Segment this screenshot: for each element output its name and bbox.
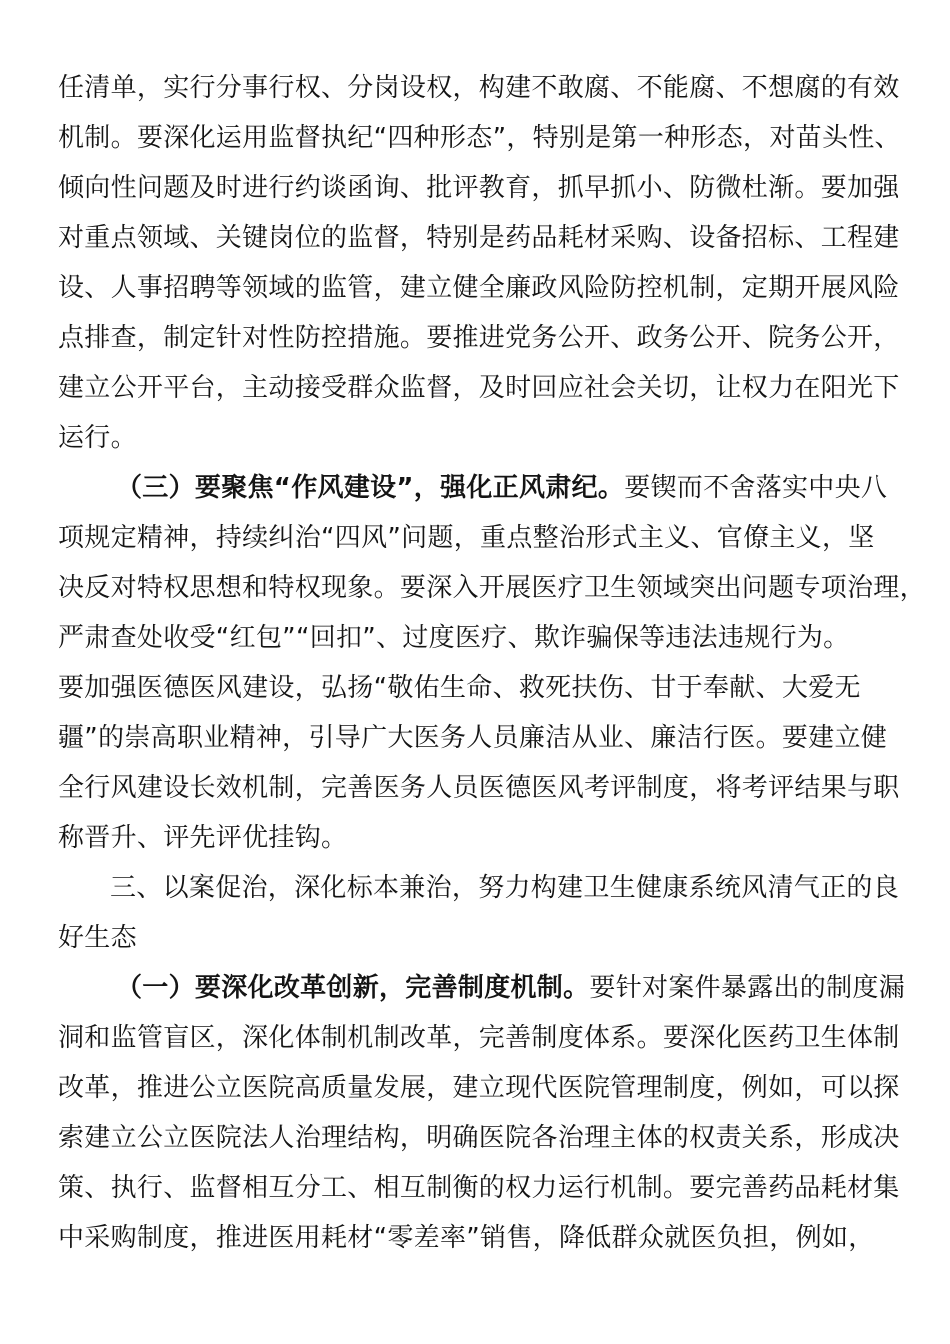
paragraph-heading: （三）要聚焦“作风建设”，强化正风肃纪。	[116, 473, 625, 503]
text-line: 策、执行、监督相互分工、相互制衡的权力运行机制。要完善药品耗材集	[58, 1173, 900, 1203]
text-line: 要加强医德医风建设，弘扬“敬佑生命、救死扶伤、甘于奉献、大爱无	[58, 673, 861, 703]
section-heading: 三、以案促治，深化标本兼治，努力构建卫生健康系统风清气正的良	[110, 873, 900, 903]
text-line: 索建立公立医院法人治理结构，明确医院各治理主体的权责关系，形成决	[58, 1123, 900, 1153]
paragraph-first-line	[116, 971, 905, 1005]
text-line: 对重点领域、关键岗位的监督，特别是药品耗材采购、设备招标、工程建	[58, 223, 900, 253]
paragraph-text: 要针对案件暴露出的制度漏	[589, 973, 906, 1003]
text-line: 任清单，实行分事行权、分岗设权，构建不敢腐、不能腐、不想腐的有效	[58, 73, 900, 103]
text-line: 运行。	[58, 423, 137, 453]
text-line: 点排查，制定针对性防控措施。要推进党务公开、政务公开、院务公开，	[58, 323, 900, 353]
text-line: 洞和监管盲区，深化体制机制改革，完善制度体系。要深化医药卫生体制	[58, 1023, 900, 1053]
text-line: 改革，推进公立医院高质量发展，建立现代医院管理制度，例如，可以探	[58, 1073, 900, 1103]
paragraph-heading: （一）要深化改革创新，完善制度机制。	[116, 973, 590, 1003]
paragraph-first-line	[116, 471, 887, 505]
text-line: 决反对特权思想和特权现象。要深入开展医疗卫生领域突出问题专项治理，	[58, 573, 926, 603]
text-line: 设、人事招聘等领域的监管，建立健全廉政风险防控机制，定期开展风险	[58, 273, 900, 303]
text-line: 严肃查处收受“红包”“回扣”、过度医疗、欺诈骗保等违法违规行为。	[58, 623, 850, 653]
section-heading-continued: 好生态	[58, 923, 137, 953]
text-line: 倾向性问题及时进行约谈函询、批评教育，抓早抓小、防微杜渐。要加强	[58, 173, 900, 203]
text-line: 机制。要深化运用监督执纪“四种形态”，特别是第一种形态，对苗头性、	[58, 123, 901, 153]
text-line: 建立公开平台，主动接受群众监督，及时回应社会关切，让权力在阳光下	[58, 373, 900, 403]
text-line: 称晋升、评先评优挂钩。	[58, 823, 348, 853]
text-line: 项规定精神，持续纠治“四风”问题，重点整治形式主义、官僚主义，坚	[58, 523, 875, 553]
text-line: 中采购制度，推进医用耗材“零差率”销售，降低群众就医负担，例如，	[58, 1223, 875, 1253]
text-line: 全行风建设长效机制，完善医务人员医德医风考评制度，将考评结果与职	[58, 773, 900, 803]
text-line: 疆”的崇高职业精神，引导广大医务人员廉洁从业、廉洁行医。要建立健	[58, 723, 888, 753]
paragraph-text: 要锲而不舍落实中央八	[624, 473, 888, 503]
